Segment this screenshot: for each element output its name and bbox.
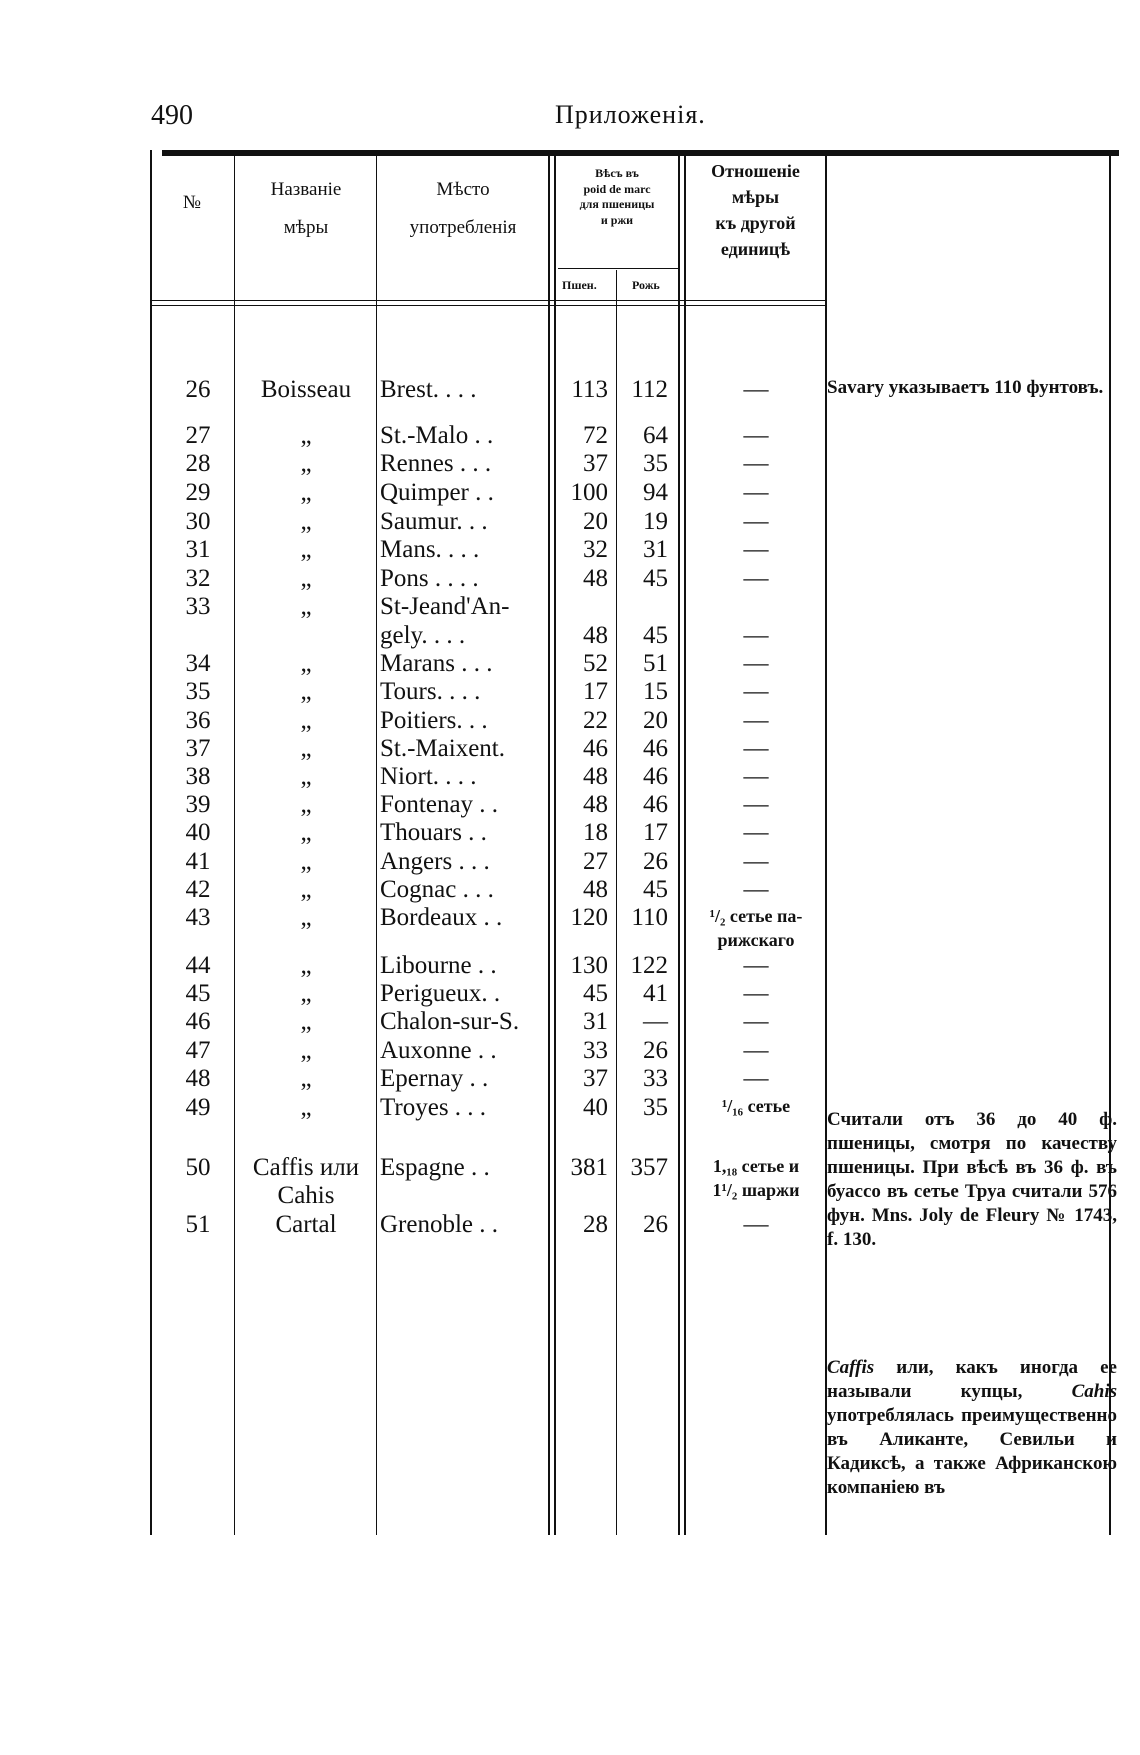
ratio: — <box>743 791 769 818</box>
weight-wheat: 72 <box>583 422 608 449</box>
note-term-cahis: Cahis <box>1071 1381 1117 1402</box>
weight-wheat: 130 <box>570 952 608 979</box>
col-header-weight-line: для пшеницы <box>579 197 655 212</box>
note-text: употреблялась преимущественно въ Аликанте, Севильи и Кадиксѣ, а также Африканскою компаніею въ <box>827 1405 1117 1498</box>
measure-name: „ <box>300 819 312 846</box>
page-number: 490 <box>151 100 193 131</box>
header-rule <box>150 305 827 306</box>
header-sub-rule <box>558 268 678 269</box>
weight-wheat: 100 <box>570 479 608 506</box>
row-number: 45 <box>185 980 211 1007</box>
measure-name: „ <box>300 980 312 1007</box>
row-number: 36 <box>185 707 211 734</box>
table-left-rule <box>150 150 152 1535</box>
weight-rye: 15 <box>643 678 668 705</box>
weight-rye: 45 <box>643 622 668 649</box>
measure-name: „ <box>300 565 312 592</box>
col-header-name-line: мѣры <box>283 217 329 239</box>
weight-wheat: 33 <box>583 1037 608 1064</box>
weight-wheat: 113 <box>571 376 608 403</box>
place-of-use: Tours. . . . <box>380 678 481 705</box>
ratio: — <box>743 508 769 535</box>
weight-wheat: 18 <box>583 819 608 846</box>
row-number: 42 <box>185 876 211 903</box>
col-header-weight <box>556 166 678 228</box>
weight-wheat: 37 <box>583 1065 608 1092</box>
place-of-use: Libourne . . <box>380 952 497 979</box>
header-rule <box>150 300 827 301</box>
col-header-ratio-line: мѣры <box>731 187 780 208</box>
ratio: — <box>743 952 769 979</box>
weight-rye: 110 <box>631 904 668 931</box>
weight-wheat: 381 <box>570 1154 608 1181</box>
ratio: — <box>743 422 769 449</box>
ratio: — <box>743 819 769 846</box>
weight-wheat: 52 <box>583 650 608 677</box>
ratio: — <box>743 479 769 506</box>
weight-rye: 357 <box>630 1154 668 1181</box>
weight-wheat: 17 <box>583 678 608 705</box>
col-header-ratio-line: Отношеніе <box>711 161 800 181</box>
row-number: 40 <box>185 819 211 846</box>
measure-name: „ <box>300 650 312 677</box>
measure-name: „ <box>300 479 312 506</box>
table-top-rule <box>162 150 1119 156</box>
place-of-use: Bordeaux . . <box>380 904 503 931</box>
row-number: 31 <box>185 536 211 563</box>
col-header-name <box>236 175 376 244</box>
row-number: 49 <box>185 1094 211 1121</box>
row-number: 44 <box>185 952 211 979</box>
measure-name: „ <box>300 876 312 903</box>
col-header-place <box>378 175 548 244</box>
weight-rye: 45 <box>643 876 668 903</box>
measure-name: „ <box>300 593 312 620</box>
row-number: 29 <box>185 479 211 506</box>
weight-wheat: 31 <box>583 1008 608 1035</box>
weight-rye: 122 <box>630 952 668 979</box>
weight-wheat: 48 <box>583 763 608 790</box>
place-of-use: Perigueux. . <box>380 980 501 1007</box>
row-number: 26 <box>185 376 211 403</box>
place-of-use: Chalon-sur-S. <box>380 1008 520 1035</box>
weight-wheat: 45 <box>583 980 608 1007</box>
weight-wheat: 48 <box>583 791 608 818</box>
col-header-num: № <box>182 192 202 213</box>
row-number: 38 <box>185 763 211 790</box>
measure-name: Boisseau <box>260 376 352 403</box>
note-text: или, какъ иногда ее называли купцы, <box>827 1357 1117 1402</box>
row-number: 47 <box>185 1037 211 1064</box>
ratio: ¹/₂ сетье па- <box>709 906 803 926</box>
measure-name: „ <box>300 450 312 477</box>
place-of-use: Thouars . . <box>380 819 487 846</box>
weight-rye: 51 <box>643 650 668 677</box>
place-of-use: Niort. . . . <box>380 763 477 790</box>
place-of-use: St.-Maixent. <box>380 735 505 762</box>
weight-wheat: 120 <box>570 904 608 931</box>
ratio: ¹/₁₆ сетье <box>721 1096 791 1116</box>
col-header-weight-line: и ржи <box>600 212 634 227</box>
ratio: — <box>743 1008 769 1035</box>
row-number: 37 <box>185 735 211 762</box>
weight-wheat: 46 <box>583 735 608 762</box>
col-header-place-line: Мѣсто <box>436 179 490 200</box>
col-rule <box>678 156 680 1535</box>
place-of-use: St-Jeand'An- <box>380 593 510 620</box>
measure-name: „ <box>300 735 312 762</box>
weight-rye: 94 <box>643 479 668 506</box>
weight-rye: 26 <box>643 1037 668 1064</box>
place-of-use: Fontenay . . <box>380 791 499 818</box>
col-header-ratio <box>686 158 825 262</box>
weight-rye: 26 <box>643 1211 668 1238</box>
col-header-place-line: употребленія <box>409 217 517 239</box>
measure-name: „ <box>300 904 312 931</box>
row-number: 32 <box>185 565 211 592</box>
measure-name: „ <box>300 791 312 818</box>
place-of-use: Grenoble . . <box>380 1211 499 1238</box>
place-of-use: Poitiers. . . <box>380 707 488 734</box>
ratio: — <box>743 980 769 1007</box>
weight-rye: 35 <box>643 450 668 477</box>
place-of-use: Espagne . . <box>380 1154 490 1181</box>
measures-table <box>162 150 1119 1540</box>
measure-name: Cartal <box>275 1211 337 1238</box>
ratio: — <box>743 876 769 903</box>
row-number: 35 <box>185 678 211 705</box>
place-of-use: Epernay . . <box>380 1065 489 1092</box>
weight-rye: 19 <box>643 508 668 535</box>
note-row-49: Считали отъ 36 до 40 ф. пшеницы, смотря по качеству пшеницы. При вѣсѣ въ 36 ф. въ буассо въ сетье Труа считали 576 фун. Mns. Joly de Fleury № 1743, f. 130. <box>827 1109 1117 1250</box>
weight-rye: 35 <box>643 1094 668 1121</box>
place-of-use: Quimper . . <box>380 479 494 506</box>
ratio: — <box>743 735 769 762</box>
weight-rye: 33 <box>643 1065 668 1092</box>
col-header-name-line: Названіе <box>270 179 342 200</box>
place-of-use: Mans. . . . <box>380 536 480 563</box>
place-of-use: Auxonne . . <box>380 1037 497 1064</box>
weight-wheat: 40 <box>583 1094 608 1121</box>
weight-wheat: 20 <box>583 508 608 535</box>
ratio: — <box>743 565 769 592</box>
row-number: 30 <box>185 508 211 535</box>
weight-rye: 20 <box>643 707 668 734</box>
row-number: 33 <box>185 593 211 620</box>
measure-name: „ <box>300 952 312 979</box>
ratio: — <box>743 376 769 403</box>
weight-wheat: 48 <box>583 876 608 903</box>
col-header-ratio-line: единицѣ <box>720 239 791 260</box>
measure-name: „ <box>300 1065 312 1092</box>
row-number: 51 <box>185 1211 211 1238</box>
ratio: — <box>743 1065 769 1092</box>
ratio: — <box>743 450 769 477</box>
ratio: — <box>743 1211 769 1238</box>
measure-name: „ <box>300 707 312 734</box>
weight-rye: 31 <box>643 536 668 563</box>
measure-name: „ <box>300 1008 312 1035</box>
place-of-use: Rennes . . . <box>380 450 492 477</box>
place-of-use: Pons . . . . <box>380 565 479 592</box>
ratio: — <box>743 763 769 790</box>
ratio: — <box>743 1037 769 1064</box>
weight-rye: 26 <box>643 848 668 875</box>
place-of-use: gely. . . . <box>380 622 466 649</box>
weight-wheat: 32 <box>583 536 608 563</box>
weight-rye: 46 <box>643 763 668 790</box>
place-of-use: St.-Malo . . <box>380 422 494 449</box>
ratio-line2: 1¹/₂ шаржи <box>712 1180 800 1200</box>
ratio: — <box>743 707 769 734</box>
place-of-use: Brest. . . . <box>380 376 477 403</box>
col-header-rye: Рожь <box>632 278 660 292</box>
row-number: 27 <box>185 422 211 449</box>
place-of-use: Cognac . . . <box>380 876 494 903</box>
weight-rye: 17 <box>643 819 668 846</box>
table-right-rule <box>1109 156 1111 1535</box>
ratio: — <box>743 848 769 875</box>
row-number: 50 <box>185 1154 211 1181</box>
place-of-use: Troyes . . . <box>380 1094 487 1121</box>
row-number: 39 <box>185 791 211 818</box>
weight-wheat: 37 <box>583 450 608 477</box>
place-of-use: Angers . . . <box>380 848 490 875</box>
ratio: — <box>743 678 769 705</box>
weight-wheat: 48 <box>583 565 608 592</box>
row-number: 48 <box>185 1065 211 1092</box>
note-term-caffis: Caffis <box>827 1357 875 1378</box>
measure-name: „ <box>300 1037 312 1064</box>
measure-name: „ <box>300 508 312 535</box>
weight-rye: 64 <box>643 422 668 449</box>
ratio: — <box>743 536 769 563</box>
weight-wheat: 28 <box>583 1211 608 1238</box>
measure-name: „ <box>300 422 312 449</box>
measure-name: „ <box>300 848 312 875</box>
col-header-weight-line: poid de marc <box>583 181 651 196</box>
row-number: 34 <box>185 650 211 677</box>
weight-wheat: 27 <box>583 848 608 875</box>
row-number: 43 <box>185 904 211 931</box>
measure-name: „ <box>300 678 312 705</box>
weight-wheat: 48 <box>583 622 608 649</box>
place-of-use: Marans . . . <box>380 650 493 677</box>
row-number: 28 <box>185 450 211 477</box>
weight-rye: 46 <box>643 735 668 762</box>
weight-rye: 112 <box>631 376 668 403</box>
measure-name: „ <box>300 763 312 790</box>
ratio: 1,₁₈ сетье и <box>712 1156 800 1176</box>
weight-rye: 45 <box>643 565 668 592</box>
col-header-ratio-line: къ другой <box>715 213 796 234</box>
ratio-line2: рижскаго <box>717 930 795 950</box>
measure-name: Caffis или <box>252 1154 360 1181</box>
ratio: — <box>743 622 769 649</box>
weight-wheat: 22 <box>583 707 608 734</box>
col-header-weight-line: Вѣсъ въ <box>595 166 639 180</box>
weight-rye: — <box>643 1008 668 1035</box>
measure-name-alt: Cahis <box>277 1182 335 1209</box>
note-row-26: Savary указываетъ 110 фунтовъ. <box>827 377 1104 398</box>
note-row-51 <box>827 1356 1117 1500</box>
row-number: 41 <box>185 848 211 875</box>
weight-rye: 41 <box>643 980 668 1007</box>
measure-name: „ <box>300 536 312 563</box>
col-header-wheat: Пшен. <box>562 278 597 292</box>
row-number: 46 <box>185 1008 211 1035</box>
page-title: Приложенія. <box>555 100 706 129</box>
measure-name: „ <box>300 1094 312 1121</box>
weight-rye: 46 <box>643 791 668 818</box>
place-of-use: Saumur. . . <box>380 508 488 535</box>
ratio: — <box>743 650 769 677</box>
